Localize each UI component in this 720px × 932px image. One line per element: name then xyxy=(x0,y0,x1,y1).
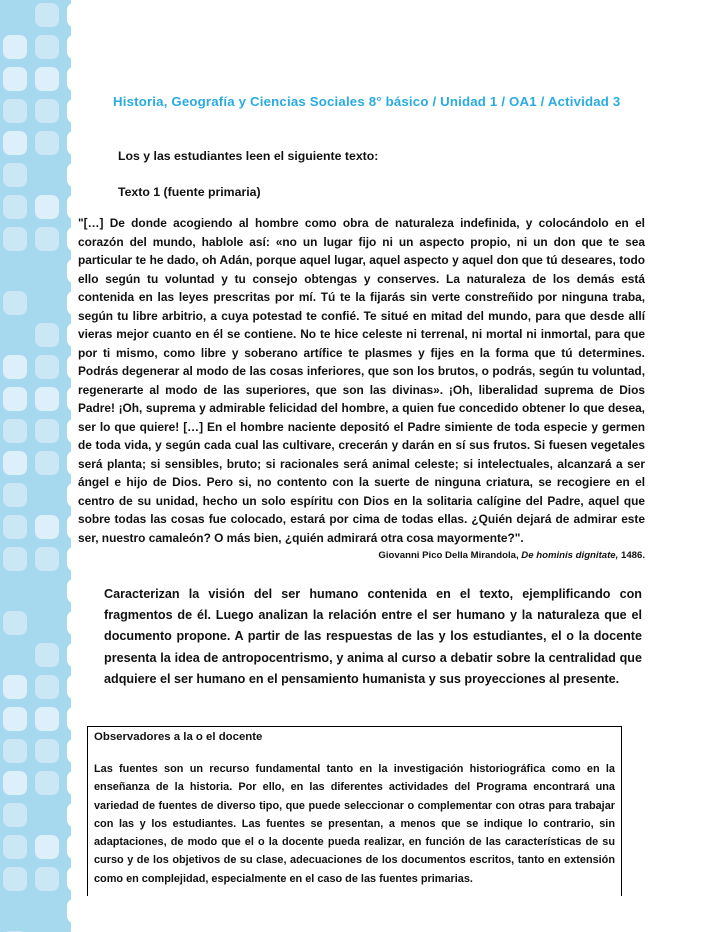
quote-attribution xyxy=(78,550,645,561)
teacher-note-box xyxy=(87,726,622,896)
intro-text: Los y las estudiantes leen el siguiente texto: xyxy=(118,149,379,163)
activity-description: Caracterizan la visión del ser humano contenida en el texto, ejemplificando con fragmentos de él. Luego analizan la relación entre el ser humano y la naturaleza que el documento propone. A partir de las respuestas de las y los estudiantes, el o la docente presenta la idea de antropocentrismo, y anima al curso a debatir sobre la centralidad que adquiere el ser humano en el pensamiento humanista y sus proyecciones al presente. xyxy=(104,587,642,686)
primary-source-block xyxy=(78,214,645,561)
page-title: Historia, Geografía y Ciencias Sociales 8° básico / Unidad 1 / OA1 / Actividad 3 xyxy=(113,94,621,109)
attribution-year: 1486. xyxy=(620,550,645,561)
quote-text: "[…] De donde acogiendo al hombre como obra de naturaleza indefinida, y colocándolo en el corazón del mundo, hablole así: «no un lugar fijo ni un aspecto propio, ni un don que te sea particular te he dado, oh Adán, porque aquel lugar, aquel aspecto y aquel don que tú deseares, todo ello según tu voluntad y tu consejo obtengas y conserves. La naturaleza de los demás está contenida en las leyes prescritas por mí. Tú te la fijarás sin verte constreñido por ninguna traba, según tu libre arbitrio, a cuya potestad te confié. Te situé en mitad del mundo, para que desde allí vieras mejor cuanto en él se contiene. No te hice celeste ni terrenal, ni mortal ni inmortal, para que por ti mismo, como libre y soberano artífice te plasmes y fijes en la forma que tú determines. Podrás degenerar al modo de las cosas inferiores, que son los brutos, o podrás, según tu voluntad, regenerarte al modo de las superiores, que son las divinas». ¡Oh, liberalidad suprema de Dios Padre! ¡Oh, suprema y admirable felicidad del hombre, a quien fue concedido obtener lo que desea, ser lo que quiere! […] En el hombre naciente depositó el Padre simiente de toda especie y germen de toda vida, y según cada cual las cultivare, crecerán y darán en sí sus frutos. Si fuesen vegetales será planta; si sensibles, bruto; si racionales será animal celeste; si intelectuales, alcanzará a ser ángel e hijo de Dios. Pero si, no contento con la suerte de ninguna criatura, se recogiere en el centro de su unidad, hecho un solo espíritu con Dios en la solitaria calígine del Padre, aquel que sobre todas las cosas fue colocado, estará por cima de todas ellas. ¿Quién dejará de admirar este ser, nuestro camaleón? O más bien, ¿quién admirará otra cosa mayormente?". xyxy=(78,216,645,545)
attribution-author: Giovanni Pico Della Mirandola, xyxy=(378,550,522,561)
note-box-body: Las fuentes son un recurso fundamental tanto en la investigación historiográfica como en la enseñanza de la historia. Por ello, en las diferentes actividades del Programa encontrará una variedad de fuentes de diverso tipo, que puede seleccionar o complementar con otras para trabajar con las y los estudiantes. Las fuentes se presentan, a menos que se indique lo contrario, sin adaptaciones, de modo que el o la docente pueda realizar, en función de las características de su curso y de los objetivos de su clase, adecuaciones de los documentos escritos, tanto en extensión como en complejidad, especialmente en el caso de las fuentes primarias. xyxy=(94,763,615,885)
note-box-title: Observadores a la o el docente xyxy=(94,731,263,743)
attribution-work: De hominis dignitate, xyxy=(521,550,621,561)
source-label: Texto 1 (fuente primaria) xyxy=(118,185,261,199)
